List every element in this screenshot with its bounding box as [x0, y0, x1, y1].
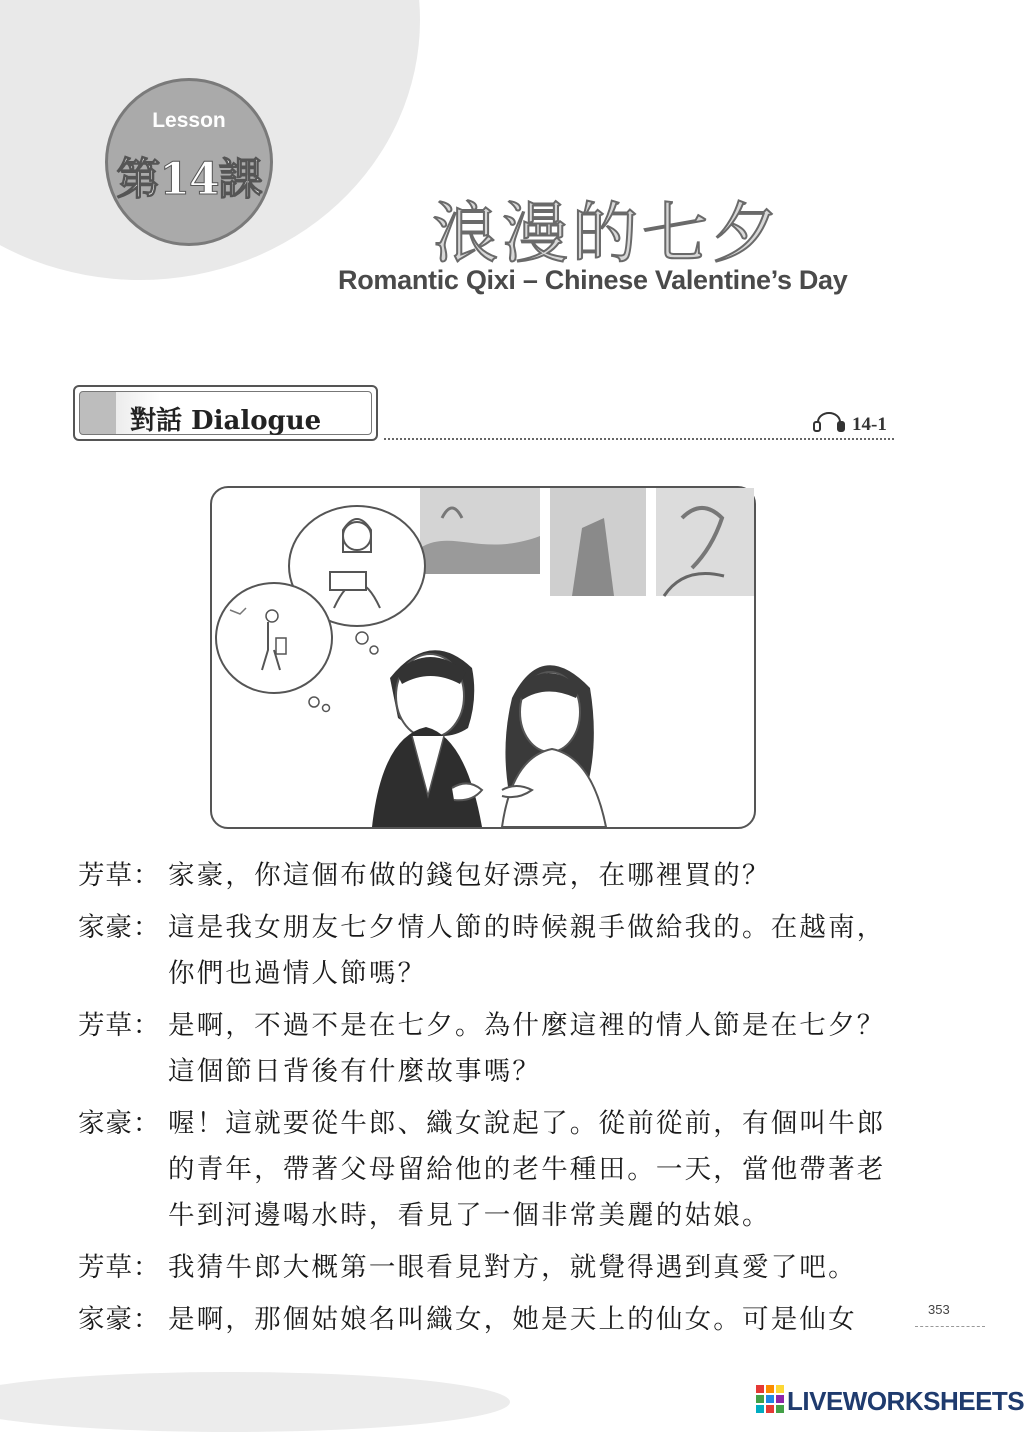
page-number: 353: [928, 1302, 950, 1317]
dialogue-illustration: [210, 486, 756, 829]
speaker-name: 芳草：: [78, 1010, 161, 1041]
audio-track-number: 14-1: [852, 414, 887, 435]
speaker-name: 家豪：: [78, 1108, 161, 1139]
audio-track[interactable]: [812, 412, 887, 438]
lesson-number: 第14課: [116, 154, 262, 205]
dialogue-line: [78, 1297, 908, 1343]
dialogue-line: [78, 905, 908, 997]
dialogue-body: [78, 853, 908, 1349]
dialogue-text: 這是我女朋友七夕情人節的時候親手做給我的。在越南，你們也過情人節嗎？: [168, 912, 886, 989]
page-rule: [915, 1326, 985, 1327]
dialogue-line: [78, 1003, 908, 1095]
bottom-decoration: [0, 1372, 510, 1432]
lesson-word: Lesson: [152, 109, 226, 132]
liveworksheets-logo-icon: [756, 1385, 784, 1417]
dialogue-text: 我猜牛郎大概第一眼看見對方，就覺得遇到真愛了吧。: [168, 1252, 857, 1283]
dialogue-text: 是啊，那個姑娘名叫織女，她是天上的仙女。可是仙女: [168, 1304, 857, 1335]
dotted-divider: [384, 438, 894, 440]
liveworksheets-watermark[interactable]: [756, 1385, 1024, 1417]
dialogue-line: [78, 1245, 908, 1291]
dialogue-text: 家豪，你這個布做的錢包好漂亮，在哪裡買的？: [168, 860, 771, 891]
lesson-title-english: Romantic Qixi – Chinese Valentine’s Day: [338, 265, 848, 295]
speaker-name: 家豪：: [78, 912, 161, 943]
speaker-name: 家豪：: [78, 1304, 161, 1335]
section-label: 對話 Dialogue: [130, 406, 322, 436]
dialogue-text: 喔！這就要從牛郎、織女說起了。從前從前，有個叫牛郎的青年，帶著父母留給他的老牛種田。一天，當他帶著老牛到河邊喝水時，看見了一個非常美麗的姑娘。: [168, 1108, 886, 1231]
dialogue-line: [78, 1101, 908, 1239]
lesson-badge: [105, 78, 273, 246]
illustration-drawing: [212, 488, 754, 827]
dialogue-text: 是啊，不過不是在七夕。為什麼這裡的情人節是在七夕？這個節日背後有什麼故事嗎？: [168, 1010, 886, 1087]
dialogue-line: [78, 853, 908, 899]
section-header: [73, 385, 378, 441]
lesson-title-chinese: 浪漫的七夕: [432, 195, 782, 272]
watermark-text: LIVEWORKSHEETS: [787, 1385, 1024, 1416]
headphones-icon: [812, 412, 846, 438]
speaker-name: 芳草：: [78, 1252, 161, 1283]
section-header-inner: [79, 391, 372, 435]
speaker-name: 芳草：: [78, 860, 161, 891]
